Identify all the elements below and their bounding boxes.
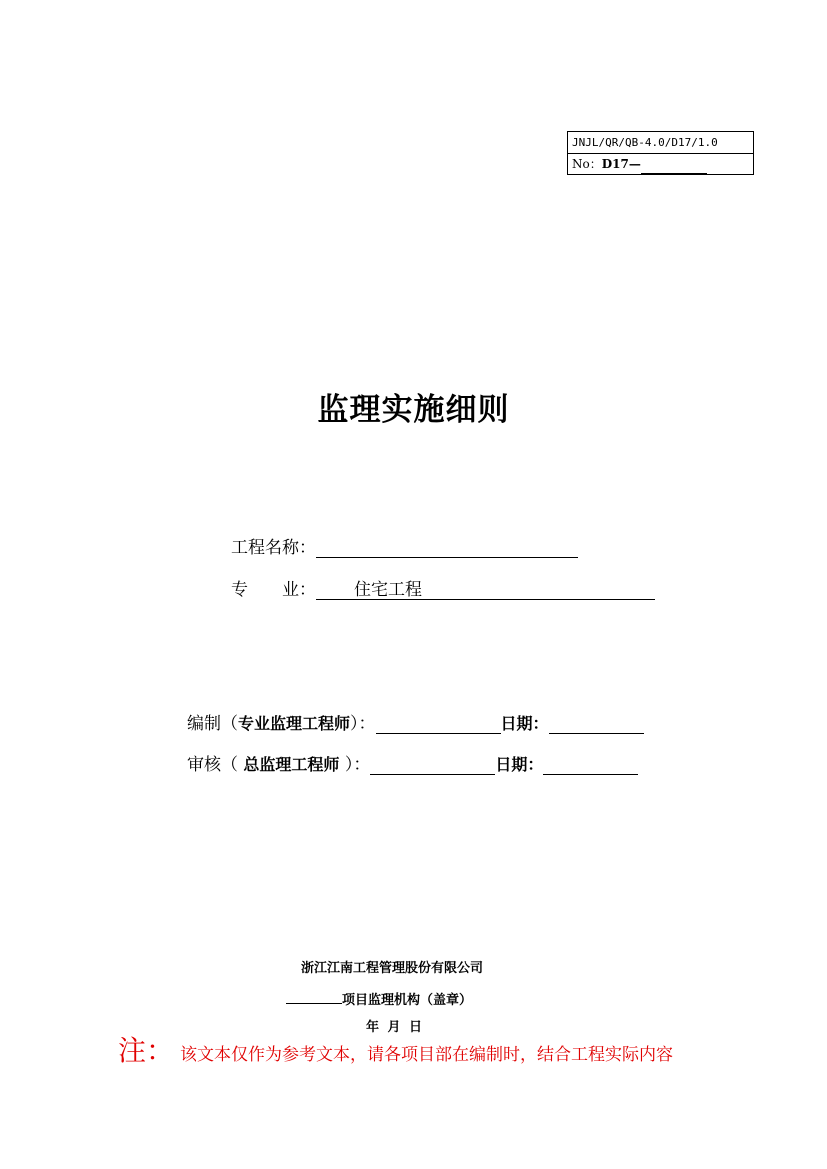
- document-number-label: No：: [572, 157, 602, 171]
- compile-label-prefix: 编制（: [187, 714, 238, 734]
- note-row: [118, 1029, 673, 1069]
- document-code: JNJL/QR/QB-4.0/D17/1.0: [568, 132, 753, 154]
- review-label-prefix: 审核（: [187, 755, 244, 775]
- project-name-field: [231, 537, 578, 559]
- document-number-prefix: D17—: [601, 157, 641, 171]
- compile-label-role: 专业监理工程师: [238, 714, 351, 733]
- project-org-label: 项目监理机构（盖章）: [342, 993, 473, 1008]
- compile-date-blank[interactable]: [549, 713, 644, 734]
- specialty-label: 专 业：: [231, 580, 316, 600]
- specialty-value: 住宅工程: [354, 580, 422, 600]
- review-label-suffix: ）：: [339, 755, 371, 775]
- project-org-blank[interactable]: [286, 989, 342, 1004]
- document-code-box: [567, 131, 754, 175]
- review-signature-blank[interactable]: [370, 754, 495, 775]
- review-date-blank[interactable]: [543, 754, 638, 775]
- note-text: 该文本仅作为参考文本，请各项目部在编制时，结合工程实际内容: [180, 1045, 674, 1065]
- seal-date: 年 月 日: [366, 1020, 423, 1035]
- project-org-row: [286, 989, 472, 1008]
- company-name: 浙江江南工程管理股份有限公司: [300, 961, 483, 976]
- review-signature-row: [187, 754, 638, 776]
- review-date-label: 日期：: [495, 755, 544, 774]
- compile-signature-blank[interactable]: [376, 713, 501, 734]
- compile-label-suffix: ）：: [350, 714, 376, 734]
- specialty-field: [231, 579, 655, 601]
- project-name-label: 工程名称：: [231, 538, 316, 558]
- specialty-line[interactable]: [316, 579, 655, 600]
- document-number-blank[interactable]: [641, 159, 707, 174]
- document-title: 监理实施细则: [317, 392, 510, 428]
- note-label: 注：: [118, 1034, 175, 1067]
- project-name-line[interactable]: [316, 537, 578, 558]
- compile-date-label: 日期：: [500, 714, 549, 733]
- compile-signature-row: [187, 713, 644, 735]
- review-label-role: 总监理工程师: [243, 755, 340, 774]
- document-number-row: [568, 154, 753, 174]
